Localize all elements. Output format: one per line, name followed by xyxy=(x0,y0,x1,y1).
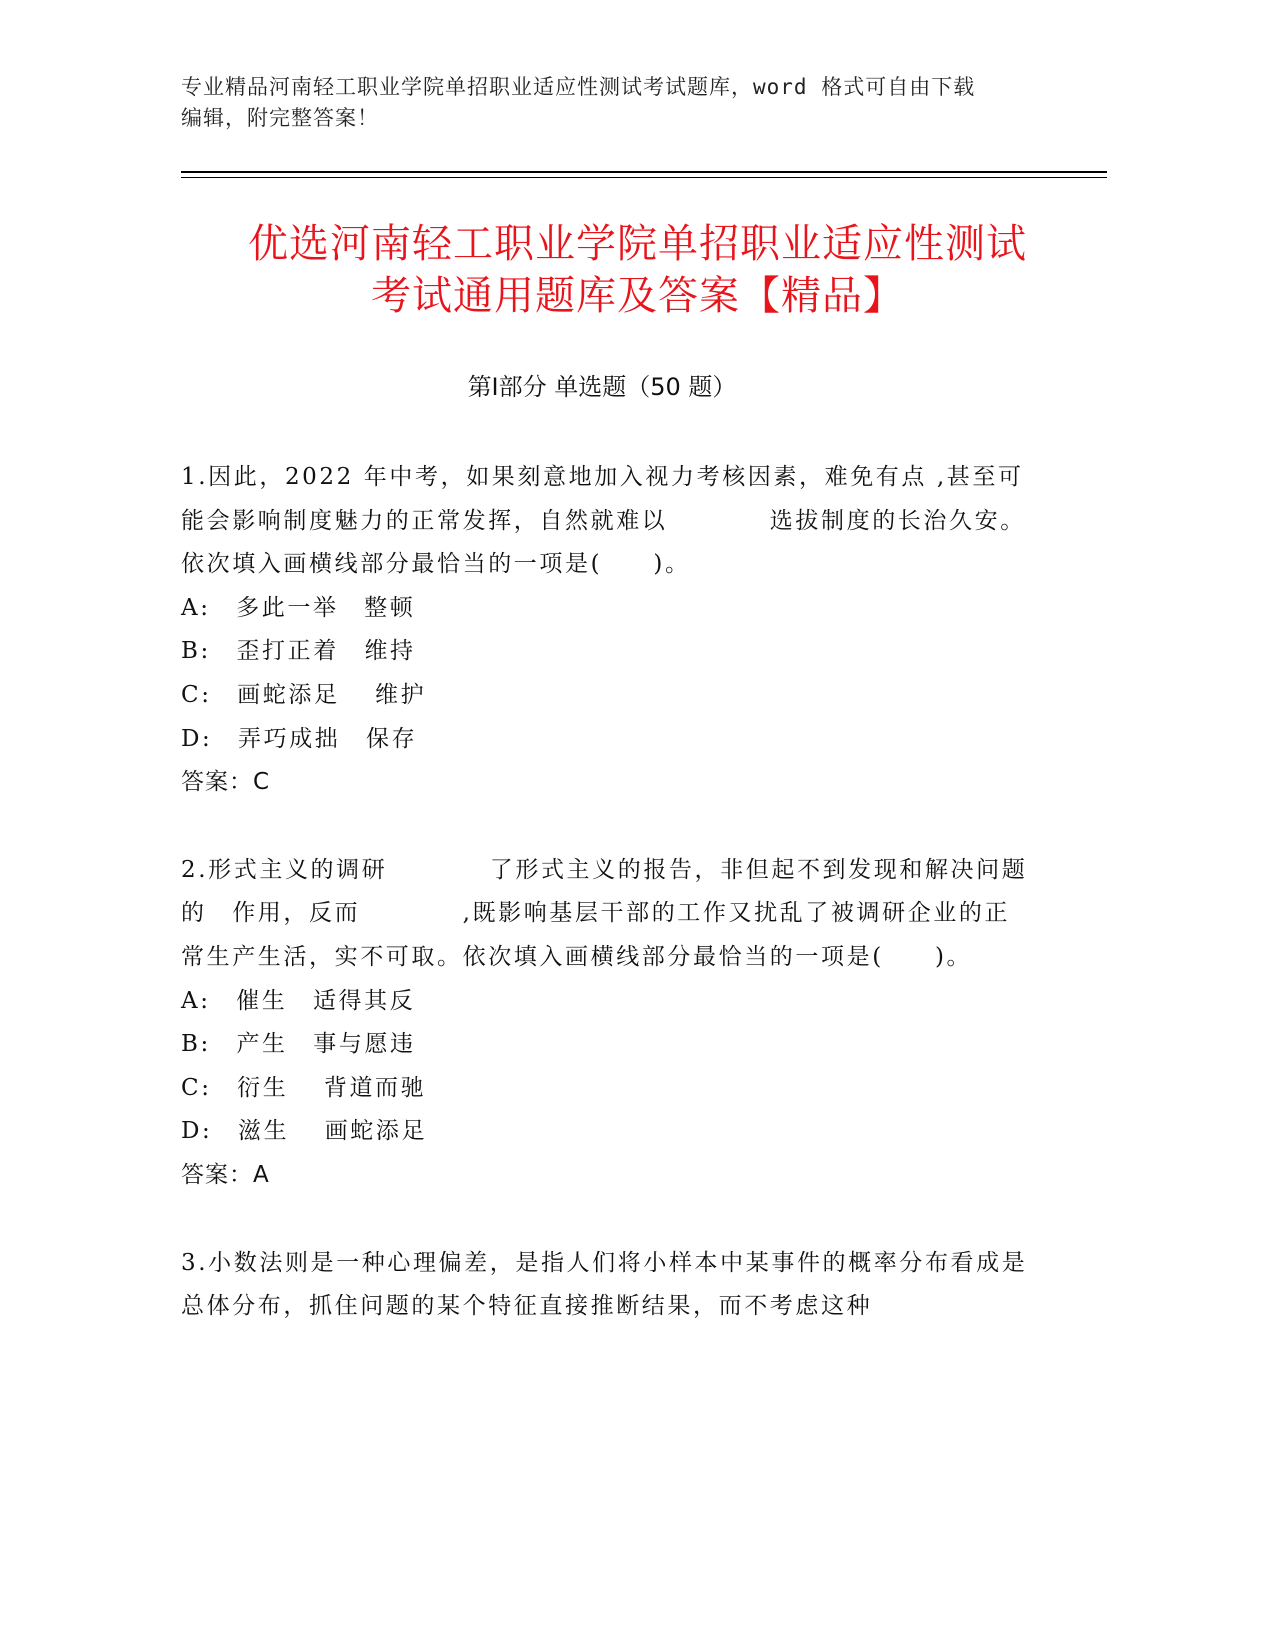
option-c: C: 画蛇添足 维护 xyxy=(181,681,427,708)
option-d: D: 滋生 画蛇添足 xyxy=(181,1118,428,1145)
option-a: A: 多此一举 整顿 xyxy=(181,594,416,621)
option-b: B: 歪打正着 维持 xyxy=(181,638,416,665)
answer: 答案：A xyxy=(181,1161,270,1188)
answer: 答案：C xyxy=(181,769,271,796)
document-title-line-1: 优选河南轻工职业学院单招职业适应性测试 xyxy=(248,221,1027,267)
header-rule-thick xyxy=(181,171,1107,173)
option-d: D: 弄巧成拙 保存 xyxy=(181,725,418,752)
document-title-line-2: 考试通用题库及答案【精品】 xyxy=(371,273,904,319)
question-2 xyxy=(181,849,1031,1198)
header-note-line-2: 编辑，附完整答案！ xyxy=(181,106,379,130)
option-a: A: 催生 适得其反 xyxy=(181,987,416,1014)
header-rule-thin xyxy=(181,177,1107,178)
question-stem: 1.因此，2022 年中考，如果刻意地加入视力考核因素，难免有点 ,甚至可能会影响制度魅力的正常发挥，自然就难以 选拔制度的长治久安。依次填入画横线部分最恰当的一项是( )。 xyxy=(181,464,1026,578)
header-note xyxy=(181,72,1041,134)
question-list xyxy=(181,456,1031,1373)
question-stem: 2.形式主义的调研 了形式主义的报告，非但起不到发现和解决问题的 作用，反而 ,既影响基层干部的工作又扰乱了被调研企业的正常生产生活，实不可取。依次填入画横线部分最恰当的一项是( )。 xyxy=(181,856,1028,970)
document-title xyxy=(150,218,1125,322)
question-3 xyxy=(181,1242,1031,1329)
header-note-line-1: 专业精品河南轻工职业学院单招职业适应性测试考试题库，word 格式可自由下载 xyxy=(181,75,976,99)
question-1 xyxy=(181,456,1031,805)
section-heading: 第Ⅰ部分 单选题（50 题） xyxy=(467,373,737,401)
question-stem: 3.小数法则是一种心理偏差，是指人们将小样本中某事件的概率分布看成是总体分布，抓住问题的某个特征直接推断结果，而不考虑这种 xyxy=(181,1249,1028,1320)
option-b: B: 产生 事与愿违 xyxy=(181,1031,416,1058)
option-c: C: 衍生 背道而驰 xyxy=(181,1074,427,1101)
